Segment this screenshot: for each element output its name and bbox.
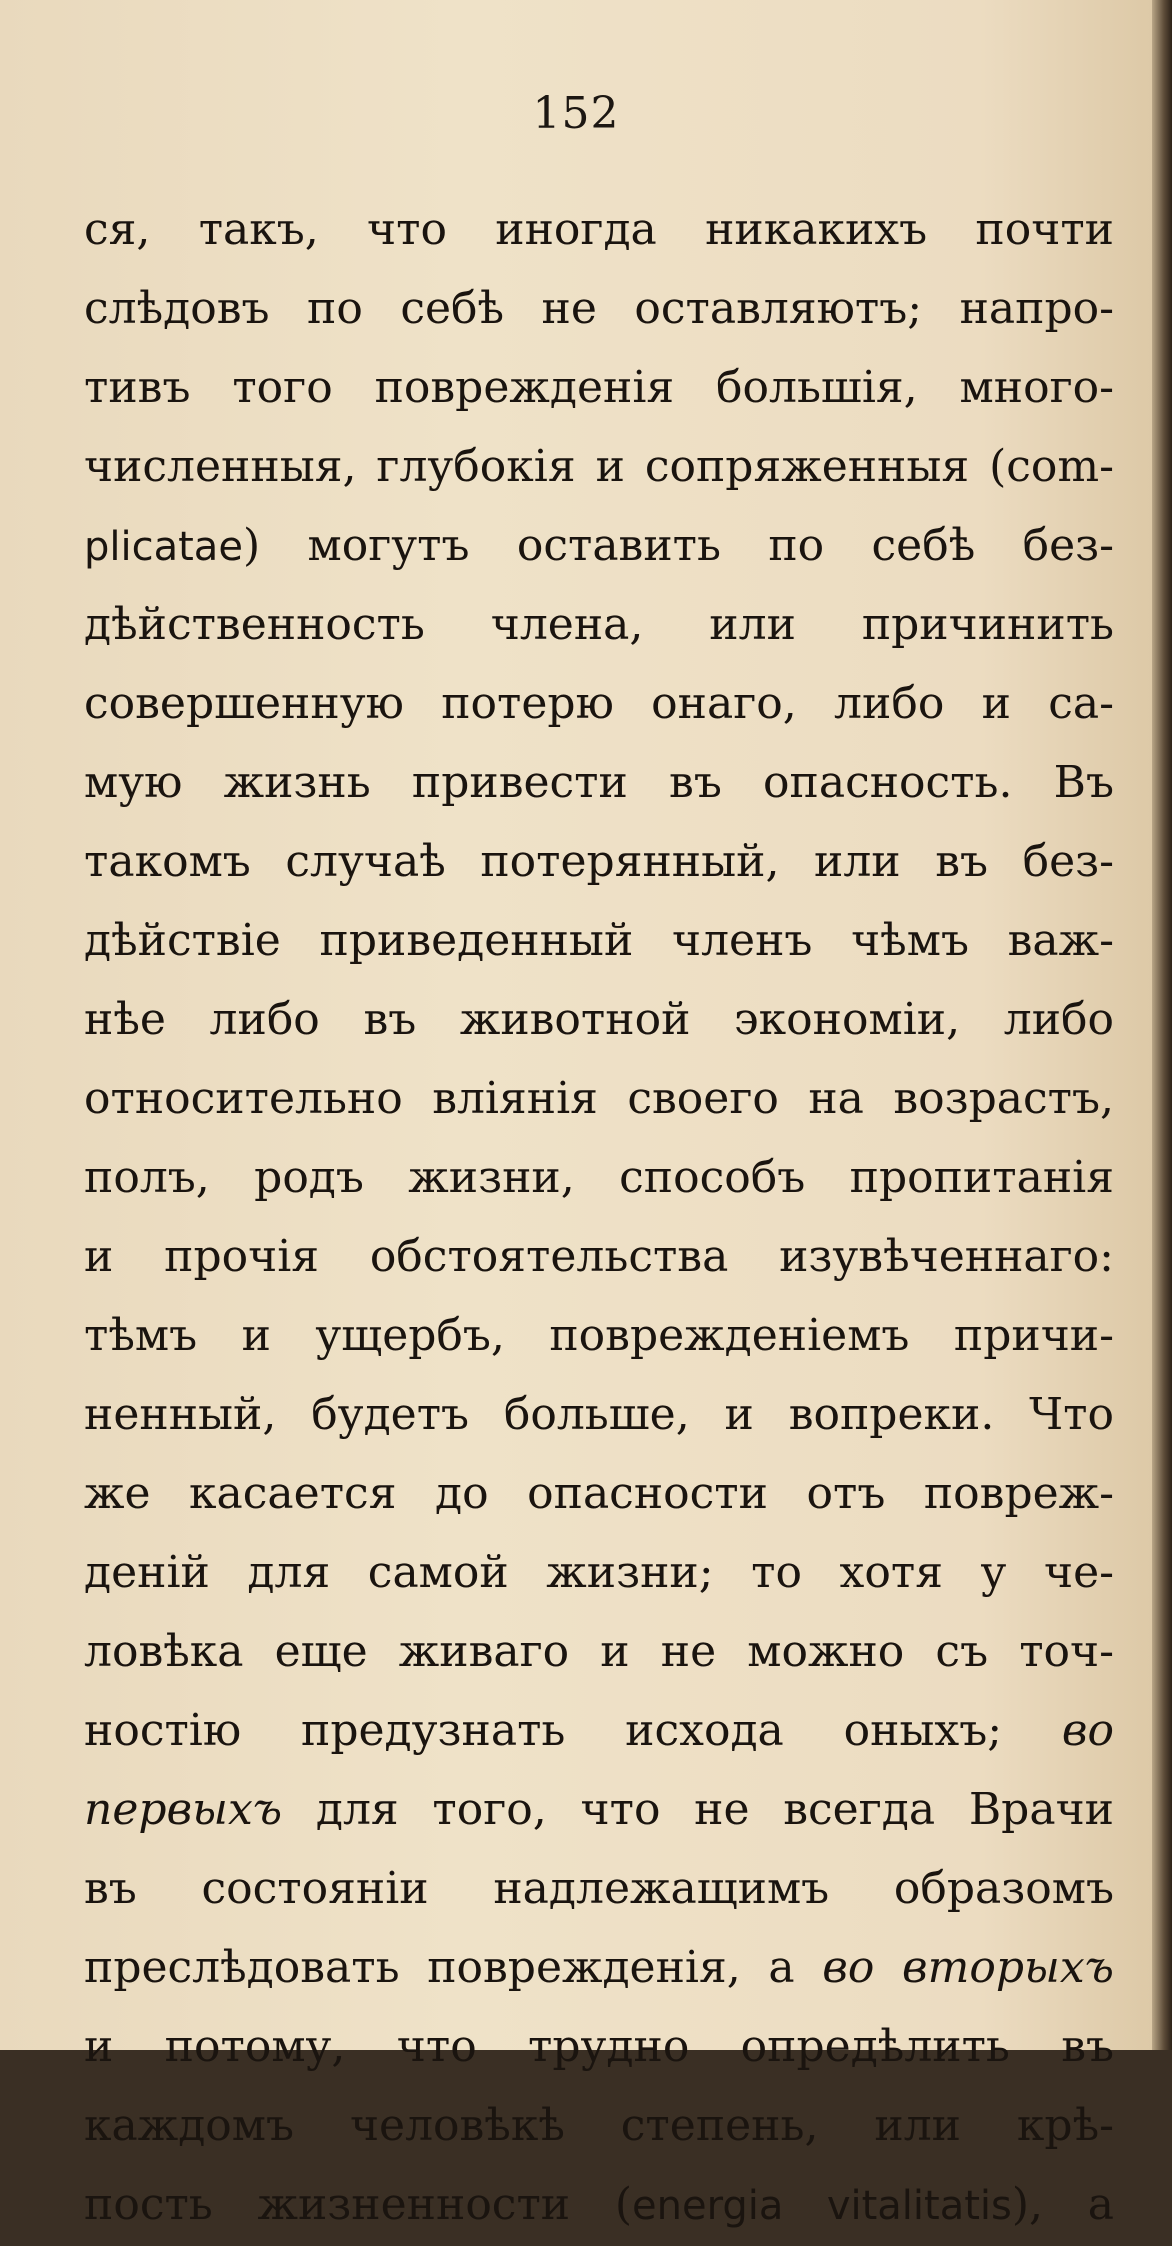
text-segment: мую жизнь привести въ опасность. Въ	[84, 757, 1114, 808]
text-segment: дѣйствіе приведенный членъ чѣмъ важ-	[84, 915, 1114, 966]
text-line	[84, 1770, 1114, 1849]
text-line	[84, 1138, 1114, 1217]
text-segment: ), а	[1011, 2179, 1114, 2230]
text-segment: ) могутъ оставить по себѣ без-	[242, 520, 1114, 571]
text-line	[84, 743, 1114, 822]
text-segment: plicatae	[84, 524, 243, 570]
text-line	[84, 269, 1114, 348]
text-line	[84, 585, 1114, 664]
body-text	[84, 190, 1114, 2244]
text-line	[84, 901, 1114, 980]
text-segment: такомъ случаѣ потерянный, или въ без-	[84, 836, 1114, 887]
text-segment: относительно вліянія своего на возрастъ,	[84, 1073, 1114, 1124]
text-segment: energia vitalitatis	[632, 2183, 1012, 2229]
text-line	[84, 1691, 1114, 1770]
text-line	[84, 1059, 1114, 1138]
text-segment: ловѣка еще живаго и не можно съ точ-	[84, 1626, 1114, 1677]
text-segment: ся, такъ, что иногда никакихъ почти	[84, 204, 1114, 255]
text-segment: и потому, что трудно опредѣлить въ	[84, 2021, 1114, 2072]
text-line	[84, 1849, 1114, 1928]
text-line	[84, 1928, 1114, 2007]
text-segment: преслѣдовать поврежденія, а	[84, 1942, 823, 1993]
text-line	[84, 1296, 1114, 1375]
text-segment: полъ, родъ жизни, способъ пропитанія	[84, 1152, 1114, 1203]
text-segment: ненный, будетъ больше, и вопреки. Что	[84, 1389, 1114, 1440]
text-segment: дѣйственность члена, или причинить	[84, 599, 1114, 650]
text-segment: и прочія обстоятельства изувѣченнаго:	[84, 1231, 1114, 1282]
text-segment: численныя, глубокія и сопряженныя (com-	[84, 441, 1114, 492]
text-line	[84, 506, 1114, 585]
page-edge	[1152, 0, 1172, 2050]
text-segment: первыхъ	[84, 1784, 283, 1835]
text-line	[84, 190, 1114, 269]
text-segment: тивъ того поврежденія большія, много-	[84, 362, 1114, 413]
text-line	[84, 664, 1114, 743]
text-line	[84, 1533, 1114, 1612]
text-segment: же касается до опасности отъ повреж-	[84, 1468, 1114, 1519]
text-segment: слѣдовъ по себѣ не оставляютъ; напро-	[84, 283, 1114, 334]
text-line	[84, 822, 1114, 901]
text-line	[84, 1612, 1114, 1691]
text-segment: совершенную потерю онаго, либо и са-	[84, 678, 1114, 729]
page-number: 152	[532, 88, 620, 139]
text-segment: деній для самой жизни; то хотя у че-	[84, 1547, 1114, 1598]
text-line	[84, 1217, 1114, 1296]
text-segment: ностію предузнать исхода оныхъ;	[84, 1705, 1062, 1756]
text-line	[84, 427, 1114, 506]
text-segment: для того, что не всегда Врачи	[282, 1784, 1114, 1835]
text-segment: тѣмъ и ущербъ, поврежденіемъ причи-	[84, 1310, 1114, 1361]
text-line	[84, 1375, 1114, 1454]
text-line	[84, 348, 1114, 427]
text-segment: пость жизненности (	[84, 2179, 633, 2230]
text-segment: каждомъ человѣкѣ степень, или крѣ-	[84, 2100, 1114, 2151]
text-line	[84, 2165, 1114, 2244]
text-line	[84, 1454, 1114, 1533]
text-line	[84, 2086, 1114, 2165]
text-line	[84, 980, 1114, 1059]
text-segment: въ состояніи надлежащимъ образомъ	[84, 1863, 1114, 1914]
text-segment: во	[1061, 1705, 1114, 1756]
text-segment: нѣе либо въ животной экономіи, либо	[84, 994, 1114, 1045]
text-line	[84, 2007, 1114, 2086]
text-segment: во вторыхъ	[822, 1942, 1114, 1993]
